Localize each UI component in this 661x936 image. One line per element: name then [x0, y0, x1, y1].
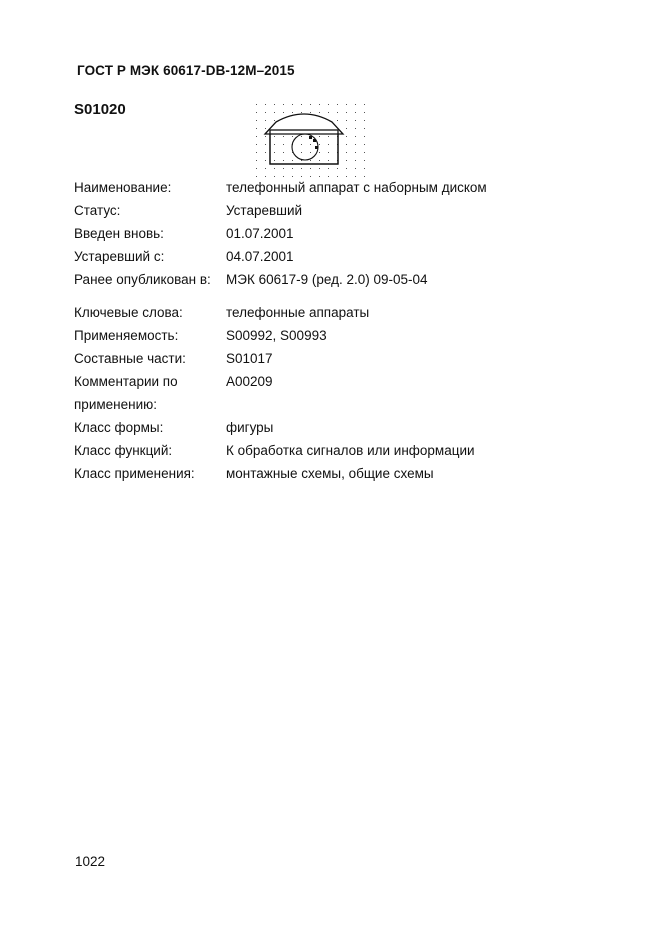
attribute-label: Ключевые слова: [74, 305, 183, 320]
attribute-row [74, 462, 594, 485]
attribute-row [74, 439, 594, 462]
attribute-row [74, 324, 594, 347]
attribute-label: Наименование: [74, 180, 172, 195]
attribute-value: К обработка сигналов или информации [226, 443, 475, 458]
attribute-row [74, 268, 594, 291]
attribute-label: Введен вновь: [74, 226, 164, 241]
attribute-value: A00209 [226, 374, 273, 389]
attribute-label: Устаревший с: [74, 249, 165, 264]
attribute-value: 01.07.2001 [226, 226, 294, 241]
attribute-row [74, 245, 594, 268]
attribute-value: фигуры [226, 420, 274, 435]
attribute-value: S01017 [226, 351, 273, 366]
attribute-row [74, 347, 594, 370]
attribute-label: Ранее опубликован в: [74, 272, 211, 287]
attribute-row [74, 176, 594, 199]
attribute-label: Комментарии по [74, 374, 178, 389]
attribute-list [74, 176, 594, 485]
attribute-row [74, 393, 594, 416]
attribute-value: монтажные схемы, общие схемы [226, 466, 434, 481]
attribute-group-details [74, 301, 594, 485]
telephone-rotary-dial-icon [253, 101, 369, 179]
attribute-row [74, 199, 594, 222]
attribute-value: телефонный аппарат с наборным диском [226, 180, 487, 195]
symbol-code: S01020 [74, 101, 126, 118]
attribute-row [74, 301, 594, 324]
attribute-label: Класс функций: [74, 443, 173, 458]
attribute-value: МЭК 60617-9 (ред. 2.0) 09-05-04 [226, 272, 428, 287]
attribute-label: Составные части: [74, 351, 186, 366]
attribute-label: Класс применения: [74, 466, 195, 481]
attribute-label: Класс формы: [74, 420, 164, 435]
attribute-value: Устаревший [226, 203, 303, 218]
page-number: 1022 [75, 854, 106, 869]
attribute-value: 04.07.2001 [226, 249, 294, 264]
group-spacer [74, 291, 594, 301]
attribute-group-main [74, 176, 594, 291]
attribute-label: Статус: [74, 203, 121, 218]
attribute-label: применению: [74, 397, 157, 412]
attribute-value: телефонные аппараты [226, 305, 370, 320]
document-header: ГОСТ Р МЭК 60617-DB-12M–2015 [77, 63, 295, 78]
attribute-value: S00992, S00993 [226, 328, 327, 343]
attribute-label: Применяемость: [74, 328, 179, 343]
attribute-row [74, 370, 594, 393]
attribute-row [74, 222, 594, 245]
attribute-row [74, 416, 594, 439]
attribute-value [226, 393, 594, 416]
